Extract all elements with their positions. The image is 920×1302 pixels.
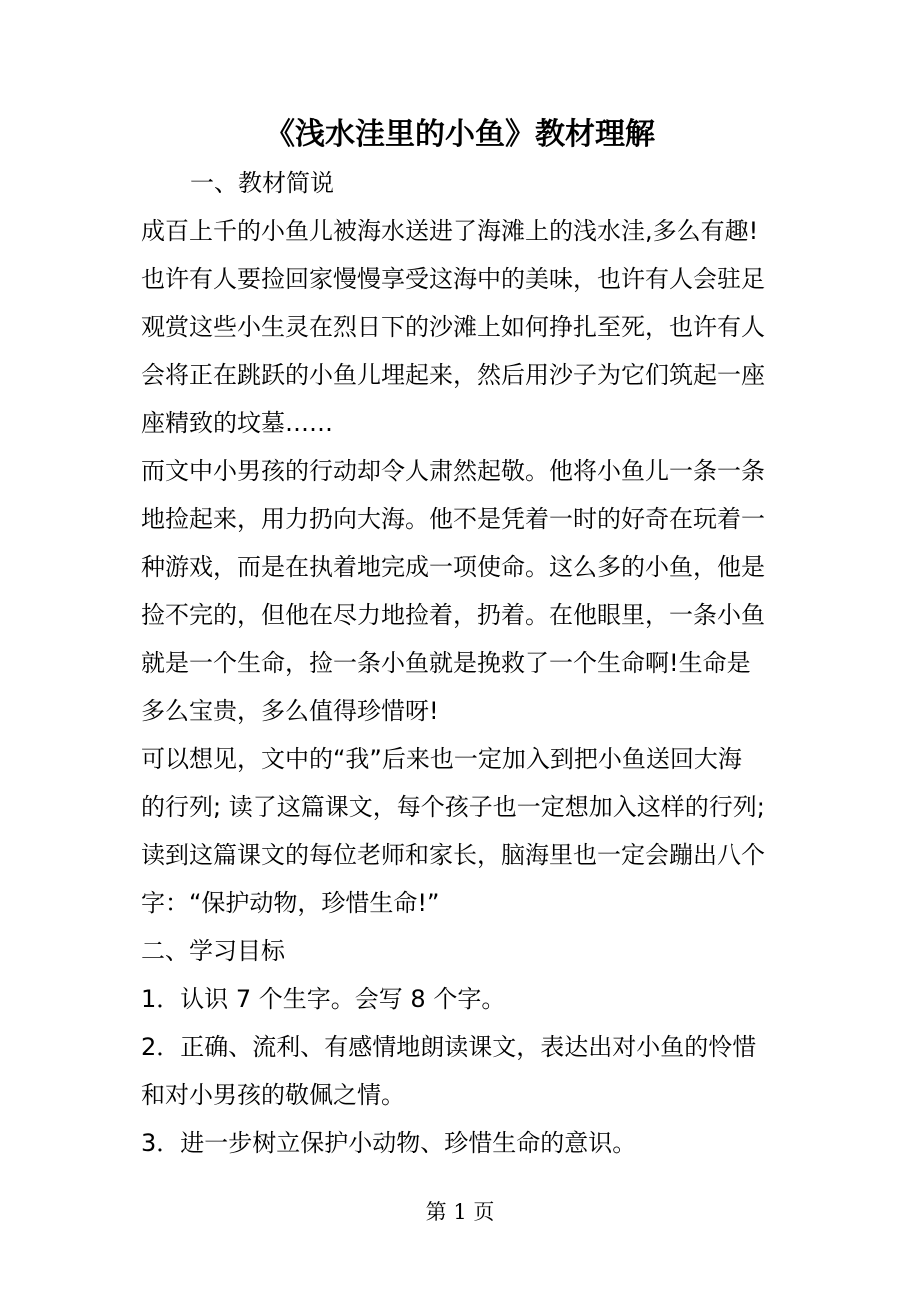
paragraph-line: 字：“保护动物，珍惜生命!” xyxy=(141,889,440,917)
paragraph-line: 读到这篇课文的每位老师和家长，脑海里也一定会蹦出八个 xyxy=(141,841,765,869)
paragraph-line: 种游戏，而是在执着地完成一项使命。这么多的小鱼，他是 xyxy=(141,553,765,581)
document-title: 《浅水洼里的小鱼》教材理解 xyxy=(265,117,655,152)
paragraph-line: 就是一个生命，捡一条小鱼就是挽救了一个生命啊!生命是 xyxy=(141,649,751,677)
goal-item-2-continued: 和对小男孩的敬佩之情。 xyxy=(141,1081,405,1109)
paragraph-line: 座精致的坟墓…… xyxy=(141,409,333,437)
paragraph-line: 而文中小男孩的行动却令人肃然起敬。他将小鱼儿一条一条 xyxy=(141,457,765,485)
paragraph-line: 也许有人要捡回家慢慢享受这海中的美味，也许有人会驻足 xyxy=(141,265,765,293)
section-heading-intro: 一、教材简说 xyxy=(190,169,334,197)
goal-item-3: 3．进一步树立保护小动物、珍惜生命的意识。 xyxy=(141,1129,637,1157)
paragraph-line: 观赏这些小生灵在烈日下的沙滩上如何挣扎至死，也许有人 xyxy=(141,313,765,341)
paragraph-line: 会将正在跳跃的小鱼儿埋起来，然后用沙子为它们筑起一座 xyxy=(141,361,765,389)
paragraph-line: 成百上千的小鱼儿被海水送进了海滩上的浅水洼,多么有趣! xyxy=(141,217,759,245)
paragraph-line: 的行列; 读了这篇课文，每个孩子也一定想加入这样的行列; xyxy=(141,793,765,821)
goal-item-1: 1．认识 7 个生字。会写 8 个字。 xyxy=(141,985,506,1013)
paragraph-line: 多么宝贵，多么值得珍惜呀! xyxy=(141,697,439,725)
paragraph-line: 可以想见，文中的“我”后来也一定加入到把小鱼送回大海 xyxy=(141,745,742,773)
goal-item-2: 2．正确、流利、有感情地朗读课文，表达出对小鱼的怜惜 xyxy=(141,1033,757,1061)
section-heading-goals: 二、学习目标 xyxy=(141,937,285,965)
page-number: 第 1 页 xyxy=(425,1200,495,1224)
paragraph-line: 捡不完的，但他在尽力地捡着，扔着。在他眼里，一条小鱼 xyxy=(141,601,765,629)
paragraph-line: 地捡起来，用力扔向大海。他不是凭着一时的好奇在玩着一 xyxy=(141,505,765,533)
